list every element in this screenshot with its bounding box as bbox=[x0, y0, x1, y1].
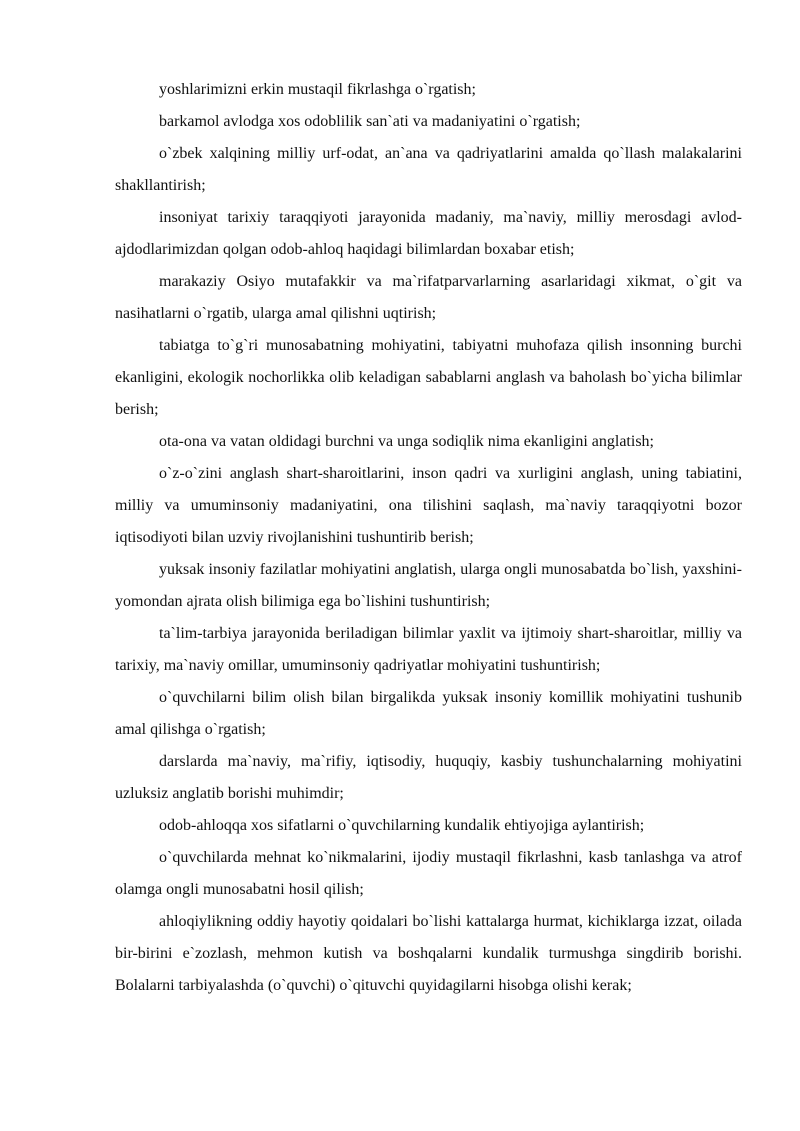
paragraph: o`zbek xalqining milliy urf-odat, an`ana va qadriyatlarini amalda qo`llash malakalarini shakllantirish; bbox=[115, 145, 742, 194]
paragraph: yuksak insoniy fazilatlar mohiyatini anglatish, ularga ongli munosabatda bo`lish, yaxshini-yomondan ajrata olish bilimiga ega bo`lishini tushuntirish; bbox=[115, 561, 742, 610]
paragraph: ta`lim-tarbiya jarayonida beriladigan bilimlar yaxlit va ijtimoiy shart-sharoitlar, milliy va tarixiy, ma`naviy omillar, umuminsoniy qadriyatlar mohiyatini tushuntirish; bbox=[115, 625, 742, 674]
paragraph: odob-ahloqqa xos sifatlarni o`quvchilarning kundalik ehtiyojiga aylantirish; bbox=[159, 817, 645, 834]
document-page bbox=[115, 74, 742, 1002]
paragraph: barkamol avlodga xos odoblilik san`ati va madaniyatini o`rgatish; bbox=[159, 113, 581, 130]
paragraph: tabiatga to`g`ri munosabatning mohiyatini, tabiyatni muhofaza qilish insonning burchi ekanligini, ekologik nochorlikka olib keladigan sabablarni anglash va baholash bo`yicha bilimlar berish; bbox=[115, 337, 742, 418]
paragraph: insoniyat tarixiy taraqqiyoti jarayonida madaniy, ma`naviy, milliy merosdagi avlod-ajdodlarimizdan qolgan odob-ahloq haqidagi bilimlardan boxabar etish; bbox=[115, 209, 742, 258]
paragraph: yoshlarimizni erkin mustaqil fikrlashga o`rgatish; bbox=[159, 81, 476, 98]
paragraph: ahloqiylikning oddiy hayotiy qoidalari bo`lishi kattalarga hurmat, kichiklarga izzat, oilada bir-birini e`zozlash, mehmon kutish va boshqalarni kundalik turmushga singdirib borishi. Bolalarni tarbiyalashda (o`quvchi) o`qituvchi quyidagilarni hisobga olishi kerak; bbox=[115, 913, 742, 994]
paragraph: darslarda ma`naviy, ma`rifiy, iqtisodiy, huquqiy, kasbiy tushunchalarning mohiyatini uzluksiz anglatib borishi muhimdir; bbox=[115, 753, 742, 802]
paragraph: ota-ona va vatan oldidagi burchni va unga sodiqlik nima ekanligini anglatish; bbox=[159, 433, 654, 450]
paragraph: o`z-o`zini anglash shart-sharoitlarini, inson qadri va xurligini anglash, uning tabiatini, milliy va umuminsoniy madaniyatini, ona tilishini saqlash, ma`naviy taraqqiyotni bozor iqtisodiyoti bilan uzviy rivojlanishini tushuntirib berish; bbox=[115, 465, 742, 546]
paragraph: o`quvchilarda mehnat ko`nikmalarini, ijodiy mustaqil fikrlashni, kasb tanlashga va atrof olamga ongli munosabatni hosil qilish; bbox=[115, 849, 742, 898]
paragraph: marakaziy Osiyo mutafakkir va ma`rifatparvarlarning asarlaridagi xikmat, o`git va nasihatlarni o`rgatib, ularga amal qilishni uqtirish; bbox=[115, 273, 742, 322]
paragraph: o`quvchilarni bilim olish bilan birgalikda yuksak insoniy komillik mohiyatini tushunib amal qilishga o`rgatish; bbox=[115, 689, 742, 738]
